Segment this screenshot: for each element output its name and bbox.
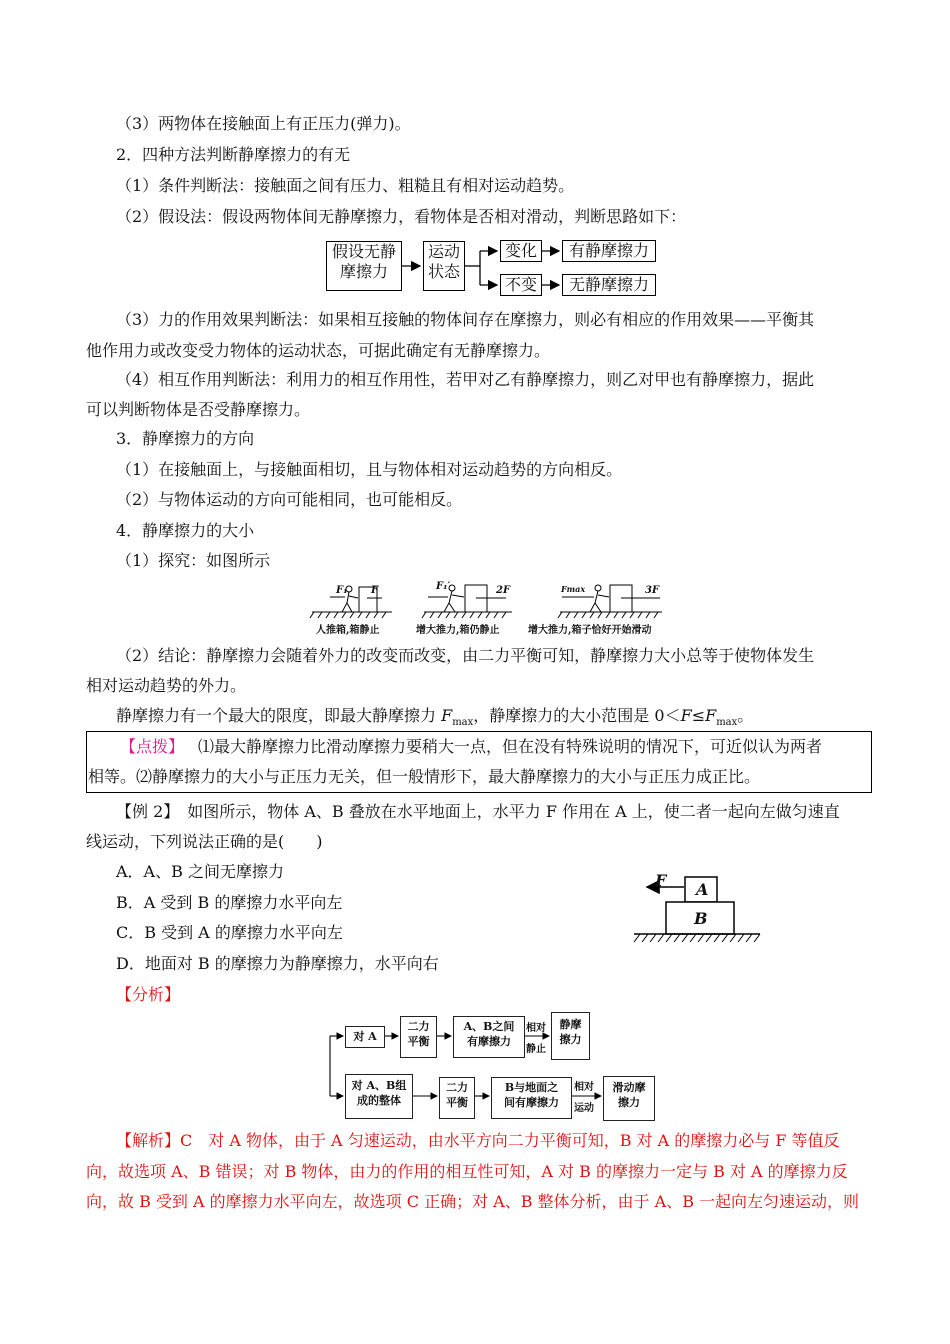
section-heading: 3．静摩擦力的方向: [116, 429, 255, 448]
flow-text: 擦力: [559, 1033, 582, 1046]
tip-tag: 【点拨】: [120, 737, 185, 756]
tip-text: ⑴最大静摩擦力比滑动摩擦力要稍大一点，但在没有特殊说明的情况下，可近似认为两者: [198, 737, 823, 756]
option-b: B．A 受到 B 的摩擦力水平向左: [116, 893, 343, 912]
text-line: 相对运动趋势的外力。: [86, 676, 247, 695]
section-heading: 4．静摩擦力的大小: [116, 521, 255, 540]
figure-caption: 人推箱,箱静止: [316, 625, 380, 636]
figure-caption: 增大推力,箱仍静止: [416, 625, 500, 636]
flow-box: [491, 1077, 572, 1119]
text-line: （1）条件判断法：接触面之间有压力、粗糙且有相对运动趋势。: [116, 176, 575, 195]
solution-line: 【解析】C 对 A 物体，由于 A 匀速运动，由水平方向二力平衡可知，B 对 A 的摩擦力必与 F 等值反: [116, 1131, 840, 1150]
text-line: （2）假设法：假设两物体间无静摩擦力，看物体是否相对滑动，判断思路如下：: [116, 207, 687, 226]
option-d: D．地面对 B 的摩擦力为静摩擦力，水平向右: [116, 954, 439, 973]
subscript: max: [452, 717, 474, 729]
flow-text: 状态: [427, 262, 460, 281]
flow-text: 二力: [407, 1020, 430, 1033]
block-b-label: B: [694, 909, 708, 928]
var: F: [441, 706, 453, 725]
force-label: F₁: [336, 585, 348, 596]
example-tag: 【例 2】: [116, 802, 172, 821]
force-label: 2F: [496, 585, 511, 596]
force-label: F₁′: [436, 581, 451, 592]
analysis-tag: 【分析】: [116, 985, 181, 1004]
question-text: 线运动，下列说法正确的是( ): [86, 832, 323, 851]
text-line: （2）结论：静摩擦力会随着外力的改变而改变，由二力平衡可知，静摩擦力大小总等于使物体发生: [116, 646, 815, 665]
var: F: [680, 706, 692, 725]
arrow-label: 相对: [526, 1023, 546, 1034]
text-line: （3）两物体在接触面上有正压力(弹力)。: [116, 114, 411, 133]
question-text: 如图所示，物体 A、B 叠放在水平地面上，水平力 F 作用在 A 上，使二者一起向左做匀速直: [171, 802, 840, 821]
var: F: [705, 706, 717, 725]
block-a-label: A: [696, 880, 709, 899]
flow-box-change: 变化: [500, 240, 542, 262]
force-label: Fmax: [561, 584, 586, 594]
flow-text: 成的整体: [357, 1094, 401, 1107]
flow-box-no-friction: 无静摩擦力: [562, 274, 656, 296]
flow-text: 摩擦力: [339, 262, 388, 281]
flow-box: [551, 1012, 590, 1060]
flow-box: [439, 1077, 475, 1119]
flow-text: 有摩擦力: [467, 1035, 511, 1048]
text-part: 。: [737, 706, 754, 725]
flow-text: 平衡: [407, 1035, 430, 1048]
flow-text: 擦力: [618, 1096, 640, 1109]
text-line: （1）在接触面上，与接触面相切，且与物体相对运动趋势的方向相反。: [116, 460, 623, 479]
flow-text: 假设无静: [331, 242, 396, 261]
text-line: （3）力的作用效果判断法：如果相互接触的物体间存在摩擦力，则必有相应的作用效果——平衡其: [116, 310, 815, 329]
flow-text: 二力: [446, 1081, 468, 1094]
option-c: C．B 受到 A 的摩擦力水平向左: [116, 923, 343, 942]
flow-text: 平衡: [446, 1096, 468, 1109]
text-line: （4）相互作用判断法：利用力的相互作用性，若甲对乙有静摩擦力，则乙对甲也有静摩擦力，据此: [116, 370, 815, 389]
flow-box-has-friction: 有静摩擦力: [562, 240, 656, 262]
subscript: max: [716, 717, 738, 729]
text-line: （1）探究：如图所示: [116, 551, 271, 570]
figure-caption: 增大推力,箱子恰好开始滑动: [528, 625, 652, 636]
text-part: ≤: [691, 706, 706, 725]
flow-box: 对 A: [345, 1026, 385, 1048]
arrow-label: 运动: [574, 1103, 594, 1114]
force-label: F: [655, 871, 667, 890]
flow-text: B与地面之: [504, 1081, 559, 1094]
flow-box: [453, 1016, 525, 1058]
flow-text: A、B之间: [463, 1020, 515, 1033]
flow-text: 运动: [427, 242, 460, 261]
flow-box-nochange: 不变: [500, 274, 542, 296]
flow-text: 间有摩擦力: [504, 1096, 559, 1109]
text-part: ，静摩擦力的大小范围是 0＜: [473, 706, 681, 725]
section-heading: 2．四种方法判断静摩擦力的有无: [116, 145, 351, 164]
flow-box: [603, 1076, 655, 1121]
flow-text: 滑动摩: [612, 1081, 646, 1094]
force-label: 3F: [645, 585, 660, 596]
force-label: F: [371, 585, 379, 596]
option-a: A．A、B 之间无摩擦力: [116, 862, 284, 881]
flow-box: [400, 1016, 437, 1058]
solution-line: 向，故 B 受到 A 的摩擦力水平向左，故选项 C 正确；对 A、B 整体分析，由于 A、B 一起向左匀速运动，则: [86, 1192, 860, 1211]
arrow-label: 静止: [526, 1044, 546, 1055]
text-line: 他作用力或改变受力物体的运动状态，可据此确定有无静摩擦力。: [86, 341, 551, 360]
flow-text: 静摩: [559, 1018, 582, 1031]
text-part: 静摩擦力有一个最大的限度，即最大静摩擦力: [116, 706, 442, 725]
tip-line: 相等。⑵静摩擦力的大小与正压力无关，但一般情形下，最大静摩擦力的大小与正压力成正比。: [88, 767, 761, 786]
flow-text: 对 A、B组: [351, 1079, 407, 1092]
arrow-label: 相对: [574, 1082, 594, 1093]
text-line: 可以判断物体是否受静摩擦力。: [86, 400, 311, 419]
flow-box: [345, 1074, 413, 1119]
text-line: （2）与物体运动的方向可能相同，也可能相反。: [116, 490, 463, 509]
solution-line: 向，故选项 A、B 错误；对 B 物体，由力的作用的相互性可知，A 对 B 的摩擦力一定与 B 对 A 的摩擦力反: [86, 1162, 848, 1181]
